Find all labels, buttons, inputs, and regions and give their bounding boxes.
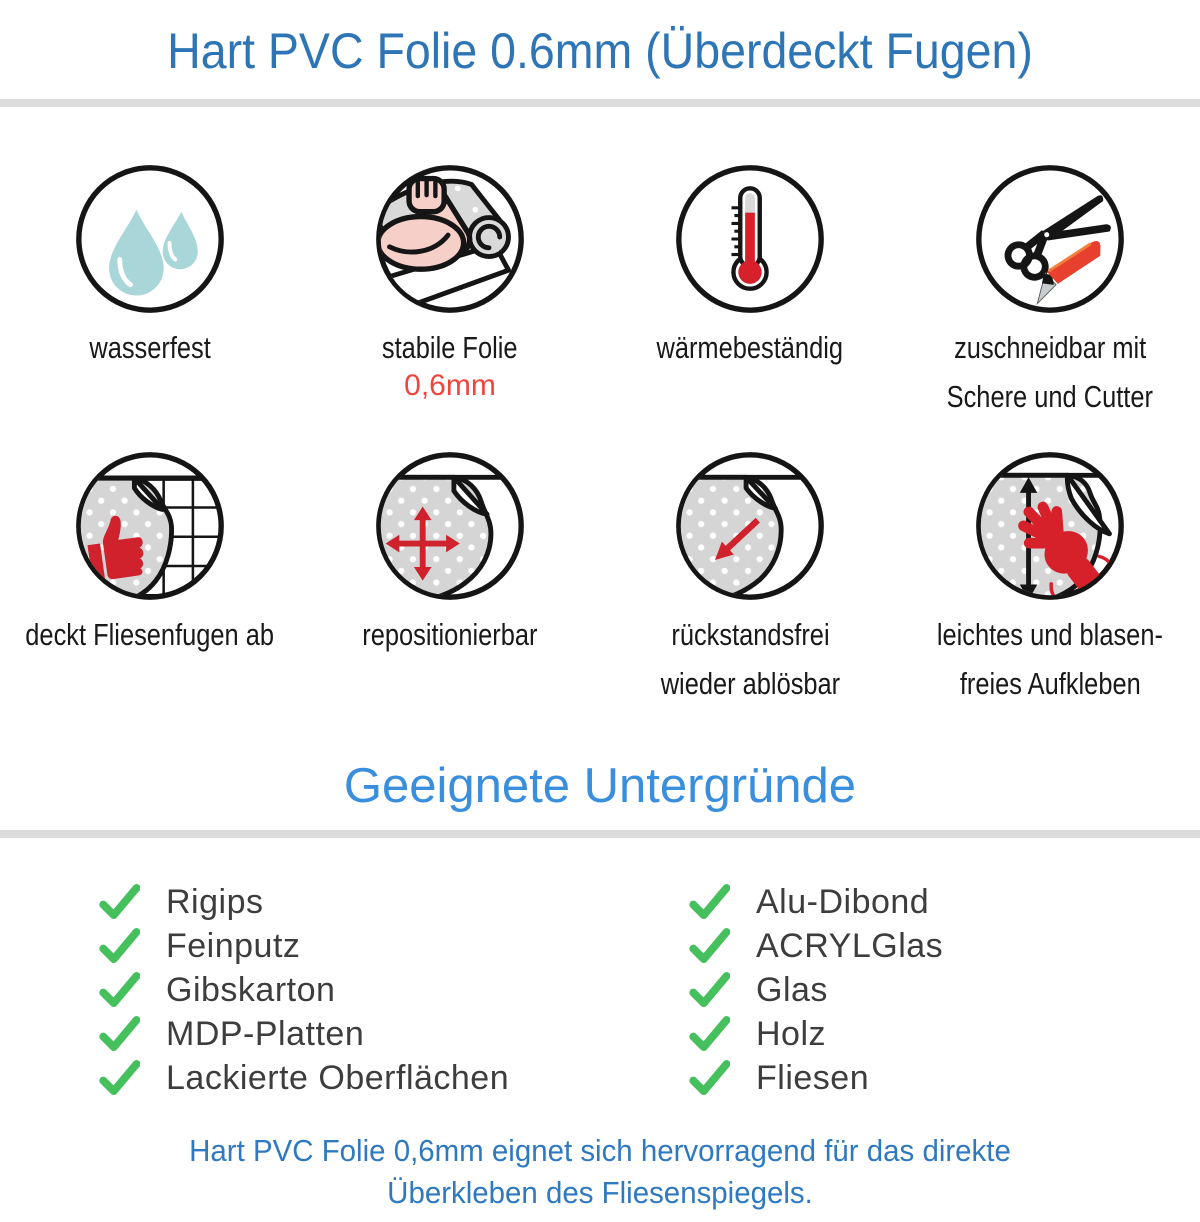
check-icon <box>98 1057 140 1099</box>
list-item <box>688 924 1200 968</box>
check-icon <box>688 969 730 1011</box>
feature-stabile-folie <box>300 161 600 414</box>
scissors-cutter-icon <box>972 161 1128 317</box>
substrate-label: Rigips <box>166 882 264 921</box>
feature-deckt-fliesenfugen <box>0 448 300 701</box>
substrate-label: Alu-Dibond <box>756 882 930 921</box>
check-icon <box>98 1013 140 1055</box>
feature-label: deckt Fliesenfugen ab <box>25 617 275 653</box>
list-item <box>98 924 600 968</box>
feature-label-line2: wieder ablösbar <box>660 666 840 702</box>
feature-waermebestaendig <box>600 161 900 414</box>
list-item <box>688 1012 1200 1056</box>
feature-rueckstandsfrei <box>600 448 900 701</box>
check-icon <box>688 881 730 923</box>
substrate-label: Lackierte Oberflächen <box>166 1058 510 1097</box>
page-title: Hart PVC Folie 0.6mm (Überdeckt Fugen) <box>167 23 1033 79</box>
substrate-label: MDP-Platten <box>166 1014 365 1053</box>
water-drops-icon <box>72 161 228 317</box>
list-item <box>98 1056 600 1100</box>
check-icon <box>98 881 140 923</box>
thumbs-up-tile-icon <box>72 448 228 604</box>
feature-zuschneidbar <box>900 161 1200 414</box>
feature-label: wasserfest <box>89 330 211 365</box>
list-item <box>98 1012 600 1056</box>
substrate-label: Feinputz <box>166 926 301 965</box>
substrates-column-left <box>0 880 600 1100</box>
substrate-label: Glas <box>756 970 828 1009</box>
check-icon <box>98 969 140 1011</box>
list-item <box>688 968 1200 1012</box>
feature-label-line2: freies Aufkleben <box>959 666 1141 702</box>
footer-line-1: Hart PVC Folie 0,6mm eignet sich hervorragend für das direkte <box>189 1133 1011 1169</box>
feature-wasserfest <box>0 161 300 414</box>
footer-note <box>30 1130 1170 1214</box>
substrates-list <box>0 880 1200 1100</box>
list-item <box>688 1056 1200 1100</box>
check-icon <box>98 925 140 967</box>
substrates-column-right <box>600 880 1200 1100</box>
footer-line-2: Überkleben des Fliesenspiegels. <box>387 1175 813 1211</box>
check-icon <box>688 925 730 967</box>
thermometer-icon <box>672 161 828 317</box>
feature-label: stabile Folie <box>382 330 518 365</box>
strong-arm-foil-icon <box>372 161 528 317</box>
feature-label-line2: Schere und Cutter <box>946 378 1154 414</box>
list-item <box>98 880 600 924</box>
feature-label: leichtes und blasen- <box>936 617 1164 653</box>
reposition-arrows-icon <box>372 448 528 604</box>
substrate-label: ACRYLGlas <box>756 926 944 965</box>
substrate-label: Gibskarton <box>166 970 336 1009</box>
feature-label: zuschneidbar mit <box>953 330 1147 365</box>
list-item <box>688 880 1200 924</box>
feature-leichtes-aufkleben <box>900 448 1200 701</box>
feature-label: repositionierbar <box>362 617 538 653</box>
feature-repositionierbar <box>300 448 600 701</box>
divider-top <box>0 99 1200 107</box>
feature-label: wärmebeständig <box>656 330 844 365</box>
substrate-label: Holz <box>756 1014 827 1053</box>
substrate-label: Fliesen <box>756 1058 870 1097</box>
divider-middle <box>0 830 1200 838</box>
feature-sublabel-thickness: 0,6mm <box>404 368 496 402</box>
check-icon <box>688 1013 730 1055</box>
peel-off-arrow-icon <box>672 448 828 604</box>
list-item <box>98 968 600 1012</box>
substrates-heading: Geeignete Untergründe <box>343 758 857 813</box>
feature-label: rückstandsfrei <box>670 617 830 653</box>
feature-grid <box>0 161 1200 702</box>
check-icon <box>688 1057 730 1099</box>
hand-smoothing-foil-icon <box>972 448 1128 604</box>
